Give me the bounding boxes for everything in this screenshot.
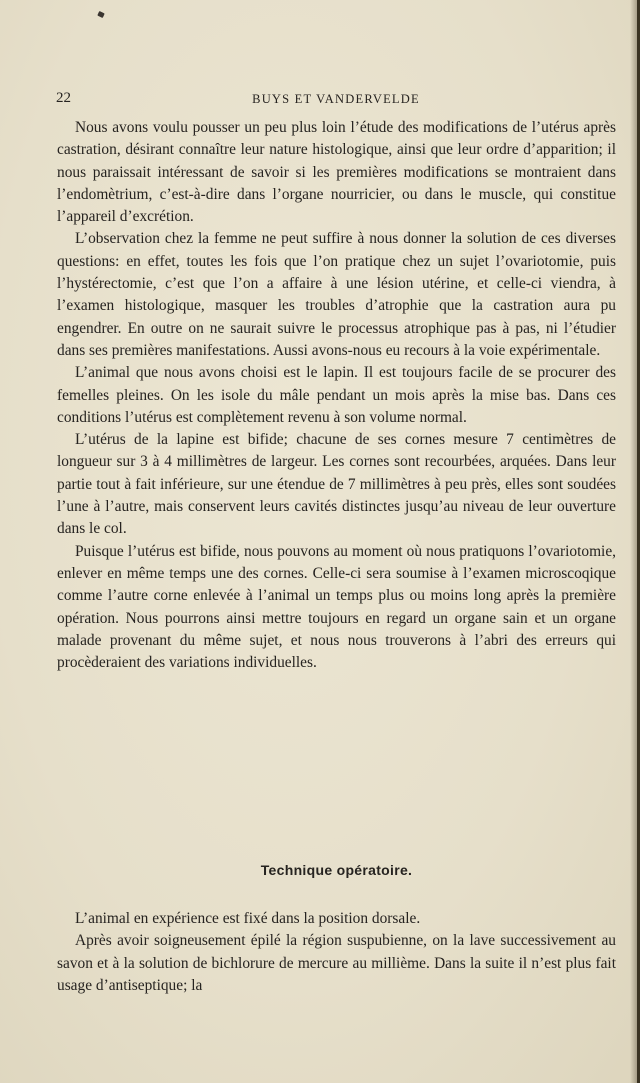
page-header <box>56 90 616 112</box>
paragraph-5: Puisque l’utérus est bifide, nous pouvons au moment où nous pratiquons l’ovariotomie, enlever en même temps une des cornes. Celle-ci sera soumise à l’examen microscoqique comme l’autre corne enlevée à l’animal un temps plus ou moins long après la première opération. Nous pourrons ainsi mettre toujours en regard un organe sain et un organe malade provenant du même sujet, et nous nous trouverons à l’abri des erreurs qui procèderaient des variations individuelles. <box>57 542 616 672</box>
main-text <box>57 117 616 674</box>
ink-speck <box>97 11 105 18</box>
running-head: BUYS ET VANDERVELDE <box>252 92 420 106</box>
section-paragraph-2: Après avoir soigneusement épilé la région suspubienne, on la lave successivement au savon et à la solution de bichlorure de mercure au millième. Dans la suite il n’est plus fait usage d’antiseptique; la <box>57 932 616 994</box>
paragraph-3: L’animal que nous avons choisi est le lapin. Il est toujours facile de se procurer des femelles pleines. On les isole du mâle pendant un mois après la mise bas. Dans ces conditions l’utérus est complètement revenu à son volume normal. <box>57 364 616 426</box>
page-number: 22 <box>56 90 71 106</box>
section-paragraph-1: L’animal en expérience est fixé dans la position dorsale. <box>75 910 421 927</box>
section-text <box>57 908 616 997</box>
paragraph-1: Nous avons voulu pousser un peu plus loin l’étude des modifications de l’utérus après castration, désirant connaître leur nature histologique, ainsi que leur ordre d’apparition; il nous paraissait intéressant de savoir si les premières modifications se montraient dans l’endomètrium, c’est-à-dire dans l’organe nourricier, ou dans le muscle, qui constitue l’appareil d’excrétion. <box>57 119 616 226</box>
paragraph-4: L’utérus de la lapine est bifide; chacune de ses cornes mesure 7 centimètres de longueur sur 3 à 4 millimètres de largeur. Les cornes sont recourbées, arquées. Dans leur partie tout à fait inférieure, sur une étendue de 7 millimètres à peu près, elles sont soudées l’une à l’autre, mais conservent leurs cavités distinctes jusqu’au niveau de leur ouverture dans le col. <box>57 431 616 538</box>
section-title: Technique opératoire. <box>260 862 413 878</box>
paragraph-2: L’observation chez la femme ne peut suffire à nous donner la solution de ces diverses questions: en effet, toutes les fois que l’on pratique chez un sujet l’ovariotomie, puis l’hystérectomie, c’est que l’on a affaire à une lésion utérine, et celle-ci viendra, à l’examen histologique, masquer les troubles d’atrophie que la castration aura pu engendrer. En outre on ne saurait suivre le processus atrophique pas à pas, ni l’étudier dans ses premières manifestations. Aussi avons-nous eu recours à la voie expérimentale. <box>57 230 616 359</box>
